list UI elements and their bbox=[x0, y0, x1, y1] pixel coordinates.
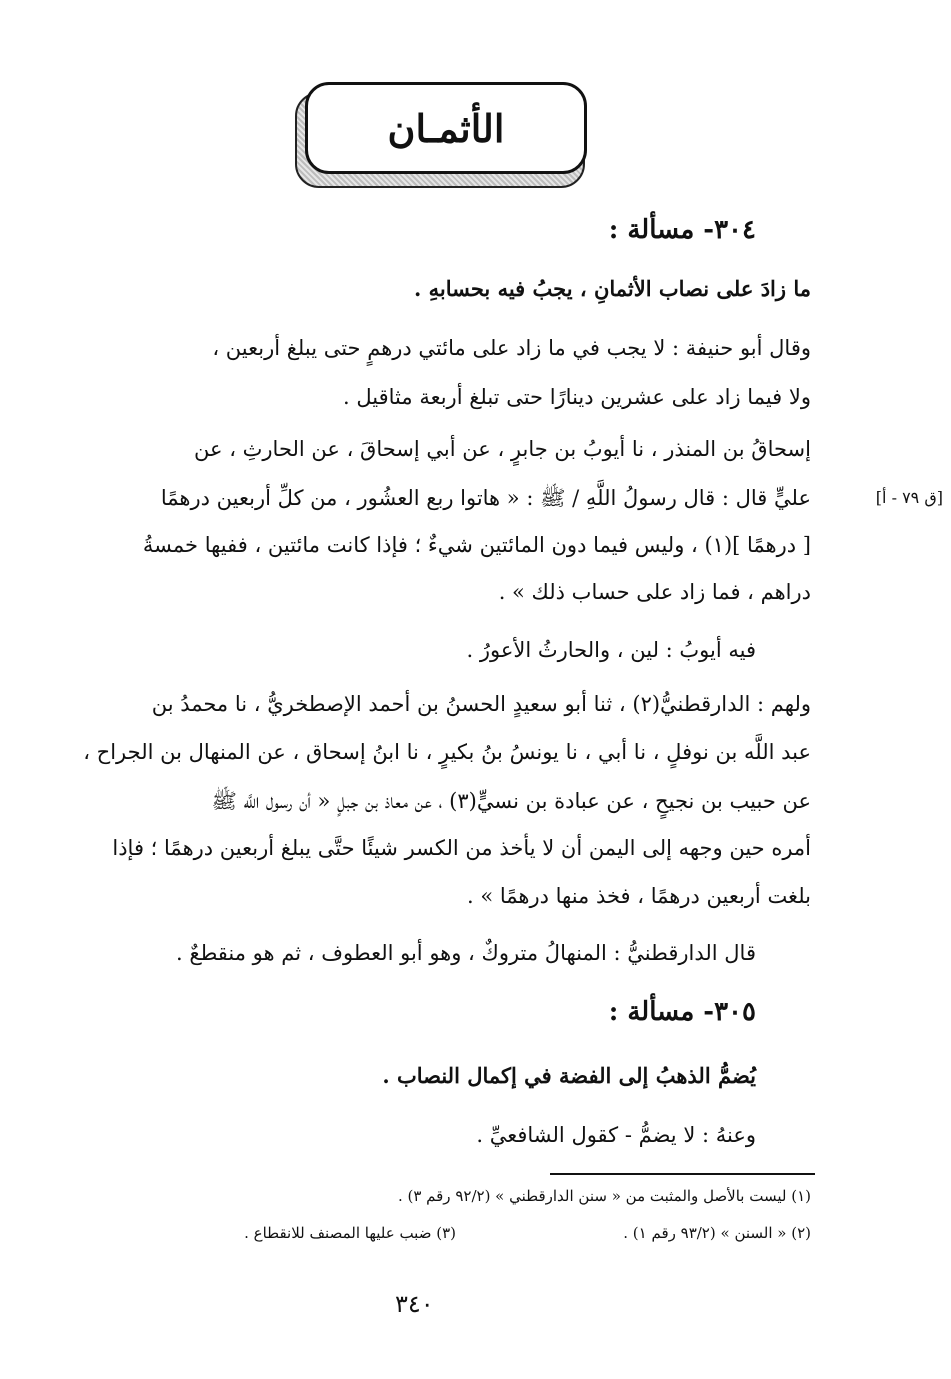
text-line: [ درهمًا ](١) ، وليس فيما دون المائتين شيءٌ ؛ فإذا كانت مائتين ، ففيها خمسةُ bbox=[142, 533, 811, 557]
text-line: ولهم : الدارقطنيُّ(٢) ، ثنا أبو سعيدٍ الحسنُ بن أحمد الإصطخريُّ ، نا محمدُ بن bbox=[151, 692, 811, 716]
text-line: قال الدارقطنيُّ : المنهالُ متروكٌ ، وهو أبو العطوف ، ثم هو منقطعٌ . bbox=[176, 941, 756, 965]
text-line: فيه أيوبُ : لين ، والحارثُ الأعورُ . bbox=[466, 638, 756, 662]
footnote-3: (٣) ضبب عليها المصنف للانقطاع . bbox=[244, 1224, 456, 1242]
issue-statement-304: ما زادَ على نصاب الأثمانِ ، يجبُ فيه بحسابهِ . bbox=[414, 276, 811, 301]
footnote-2: (٢) « السنن » (٩٣/٢ رقم ١) . bbox=[623, 1224, 811, 1242]
text-line: بلغت أربعين درهمًا ، فخذ منها درهمًا » . bbox=[466, 884, 811, 908]
issue-heading-305: ٣٠٥- مسألة : bbox=[608, 997, 756, 1027]
text-line: وعنهُ : لا يضمُّ - كقول الشافعيِّ . bbox=[476, 1123, 756, 1147]
text-line: عن حبيب بن نجيحٍ ، عن عبادة بن نسيٍّ(٣) ، عن معاذ بن جبلٍ « أن رسول اللَّه ﷺ bbox=[211, 789, 811, 813]
footnote-rule bbox=[550, 1173, 815, 1175]
text-line: ولا فيما زاد على عشرين دينارًا حتى تبلغ أربعة مثاقيل . bbox=[343, 385, 811, 409]
issue-heading-304: ٣٠٤- مسألة : bbox=[608, 215, 756, 245]
footnote-1: (١) ليست بالأصل والمثبت من « سنن الدارقطني » (٩٢/٢ رقم ٣) . bbox=[397, 1187, 811, 1205]
issue-statement-305: يُضمُّ الذهبُ إلى الفضة في إكمال النصاب . bbox=[382, 1063, 756, 1088]
text-line: إسحاقُ بن المنذر ، نا أيوبُ بن جابرٍ ، عن أبي إسحاقَ ، عن الحارثِ ، عن bbox=[194, 437, 811, 461]
margin-note: [ق ٧٩ - أ] bbox=[875, 488, 943, 507]
page-title: الأثمـان bbox=[387, 105, 505, 151]
text-line: وقال أبو حنيفة : لا يجب في ما زاد على مائتي درهمٍ حتى يبلغ أربعين ، bbox=[212, 336, 811, 360]
text-line: عبد اللَّه بن نوفلٍ ، نا أبي ، نا يونسُ بنُ بكيرٍ ، نا ابنُ إسحاق ، عن المنهال بن الجراح ، bbox=[83, 740, 811, 764]
text-line: عليٍّ قال : قال رسولُ اللَّهِ / ﷺ : « هاتوا ربع العشُور ، من كلِّ أربعين درهمًا bbox=[160, 486, 811, 510]
title-frame bbox=[305, 82, 587, 174]
text-line: أمره حين وجهه إلى اليمن أن لا يأخذ من الكسر شيئًا حتَّى يبلغ أربعين درهمًا ؛ فإذا bbox=[112, 836, 811, 860]
page-number: ٣٤٠ bbox=[395, 1290, 434, 1318]
text-line: دراهم ، فما زاد على حساب ذلك » . bbox=[498, 580, 811, 604]
